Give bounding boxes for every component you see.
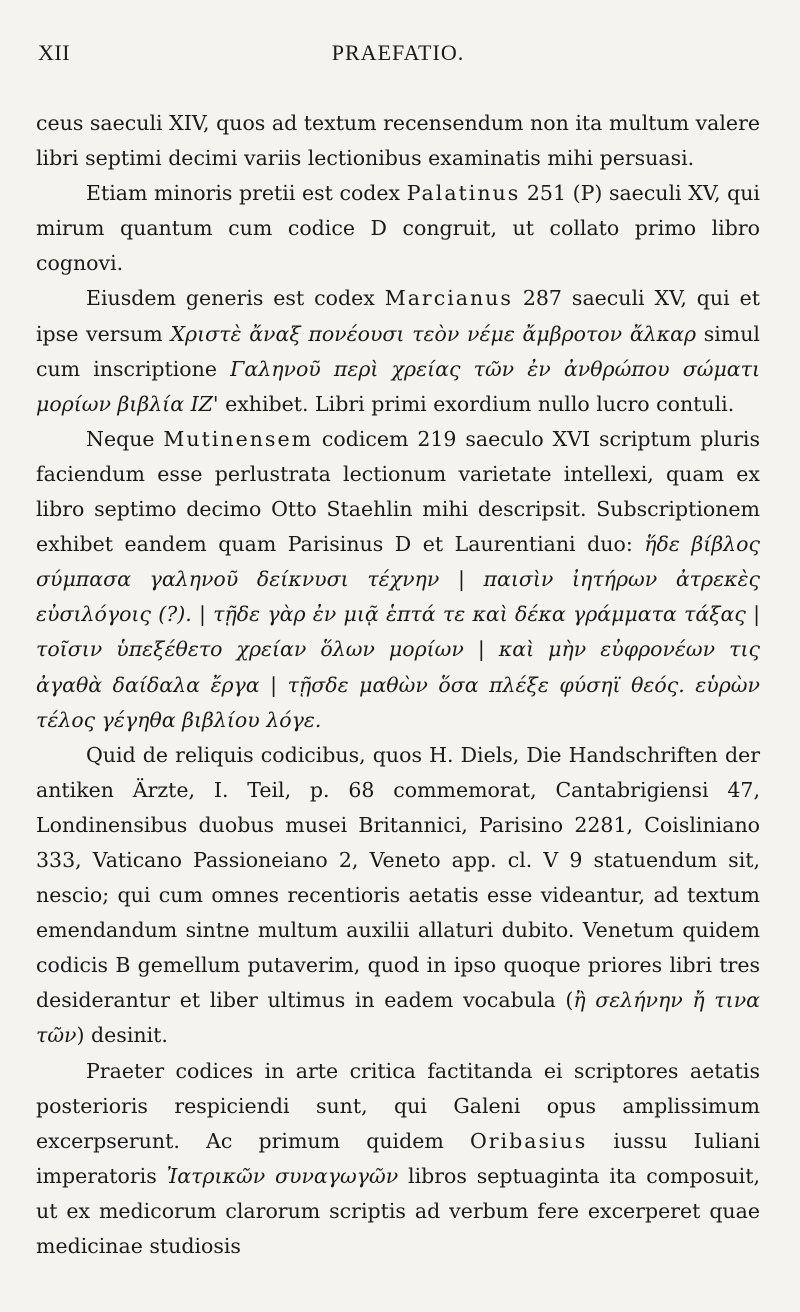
codex-name: Marcianus (384, 286, 513, 311)
text-segment: 287 saeculi XV, qui et ipse versum (36, 286, 760, 346)
codex-name: Oribasius (469, 1128, 588, 1153)
text-segment: Praeter codices in arte critica factitanda ei scriptores aetatis posterioris respiciendi sunt, qui Galeni opus amplissimum excerpserunt. Ac primum quidem (36, 1058, 760, 1153)
paragraph (36, 1054, 760, 1265)
paragraph (36, 176, 760, 281)
codex-name: Mutinensem (163, 426, 314, 451)
paragraph (36, 281, 760, 421)
text-segment: Neque (86, 426, 164, 451)
body-text (36, 106, 760, 1264)
greek-text: ἢ σελήνην ἤ τινα τῶν (36, 988, 760, 1048)
greek-text: Χριστὲ ἄναξ πονέουσι τεὸν νέμε ἄμβροτον ἄλκαρ (170, 321, 696, 346)
greek-text: Ἰατρικῶν συναγωγῶν (166, 1163, 399, 1188)
paragraph (36, 422, 760, 738)
page-number: XII (38, 40, 71, 65)
text-segment: Etiam minoris pretii est codex (86, 181, 407, 206)
running-title: PRAEFATIO. (331, 40, 465, 65)
text-segment: ) desinit. (76, 1023, 168, 1048)
greek-text: ἥδε βίβλος σύμπασα γαληνοῦ δείκνυσι τέχνην | παισὶν ἰητήρων ἀτρεκὲς εὐσιλόγοις (?). | τῇδε γὰρ ἐν μιᾷ ἑπτά τε καὶ δέκα γράμματα τάξας | τοῖσιν ὑπεξέθετο χρείαν ὅλων μορίων | καὶ μὴν εὐφρονέων τις ἀγαθὰ δαίδαλα ἔργα | τῇσδε μαθὼν ὅσα πλέξε φύσηϊ θεός. εὑρὼν τέλος γέγηθα βιβλίου λόγε. (36, 532, 760, 732)
text-segment: exhibet. Libri primi exordium nullo lucro contuli. (218, 391, 735, 416)
text-segment: simul cum inscriptione (36, 321, 760, 381)
text-segment: Quid de reliquis codicibus, quos H. Diels, Die Handschriften der antiken Ärzte, I. Teil, p. 68 commemorat, Cantabrigiensi 47, Londinensibus duobus musei Britannici, Parisino 2281, Coisliniano 333, Vaticano Passioneiano 2, Veneto app. cl. V 9 statuendum sit, nescio; qui cum omnes recentioris aetatis esse videantur, ad textum emendandum sintne multum auxilii allaturi dubito. Venetum quidem codicis B gemellum putaverim, quod in ipso quoque priores libri tres desiderantur et liber ultimus in eadem vocabula ( (36, 742, 760, 1013)
text-segment: Eiusdem generis est codex (86, 286, 385, 311)
book-page (36, 40, 760, 1264)
codex-name: Palatinus (406, 181, 521, 206)
paragraph (36, 738, 760, 1054)
text-segment: iussu Iuliani imperatoris (36, 1128, 761, 1188)
text-segment: ceus saeculi XIV, quos ad textum recensendum non ita multum valere libri septimi decimi variis lectionibus examinatis mihi persuasi. (36, 111, 760, 171)
text-segment: libros septuaginta ita composuit, ut ex medicorum clarorum scriptis ad verbum fere excerperet quae medicinae studiosis (36, 1163, 760, 1258)
page-header (36, 40, 760, 80)
text-segment: 251 (P) saeculi XV, qui mirum quantum cum codice D congruit, ut collato primo libro cognovi. (36, 181, 760, 276)
paragraph (36, 106, 760, 176)
greek-text: Γαληνοῦ περὶ χρείας τῶν ἐν ἀνθρώπου σώματι μορίων βιβλία ΙΖ' (36, 356, 760, 416)
text-segment: codicem 219 saeculo XVI scriptum pluris faciendum esse perlustrata lectionum varietate intellexi, quam ex libro septimo decimo Otto Staehlin mihi descripsit. Subscriptionem exhibet eandem quam Parisinus D et Laurentiani duo: (36, 426, 760, 557)
